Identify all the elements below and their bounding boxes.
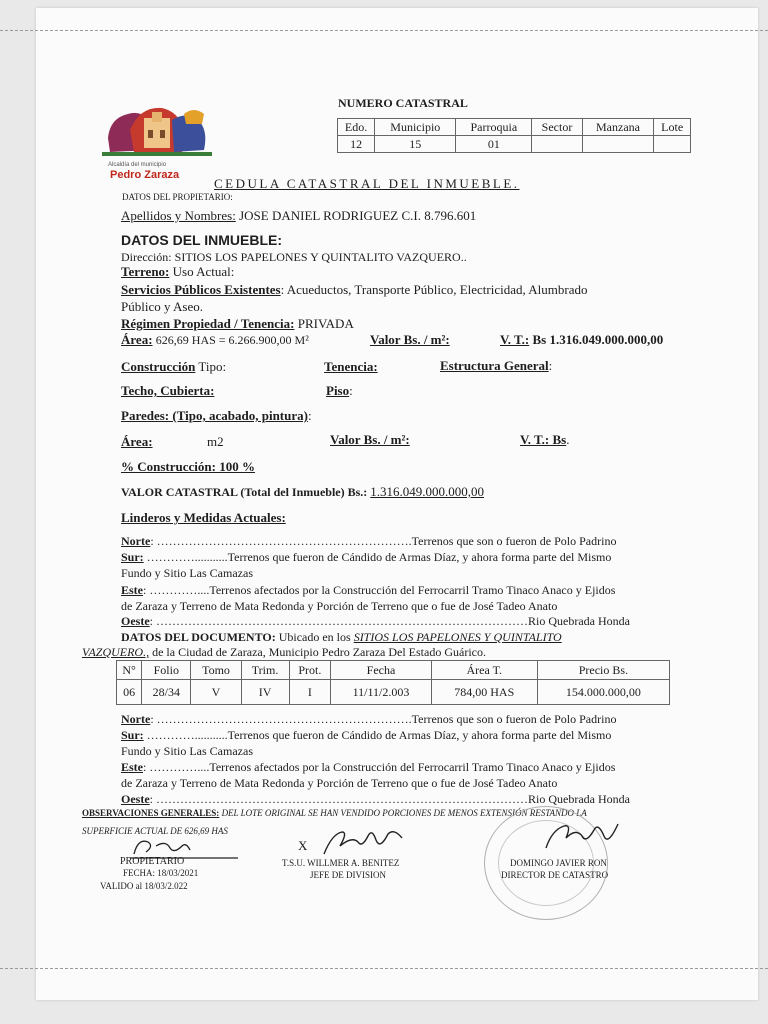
vt-row — [500, 332, 663, 348]
numero-catastral-header-cell: Manzana — [582, 119, 654, 136]
propietario-section-label: DATOS DEL PROPIETARIO: — [122, 192, 233, 202]
documento-header-cell: Trim. — [241, 661, 289, 680]
construccion-area-unit: m2 — [207, 434, 224, 449]
terreno-value: Uso Actual: — [172, 264, 235, 279]
oeste2-text: : …………………………………………………………………………………Rio Quebrada Honda — [149, 792, 630, 806]
documento-header-cell: Folio — [142, 661, 191, 680]
numero-catastral-header-cell: Lote — [654, 119, 691, 136]
oeste2-label: Oeste — [121, 792, 150, 806]
valido-label: VALIDO al 18/03/2.022 — [100, 881, 188, 891]
porcentaje-construccion: % Construcción: 100 % — [121, 459, 255, 474]
jefe-signature-icon — [318, 824, 408, 860]
director-name: DOMINGO JAVIER RON — [510, 858, 607, 868]
construccion-area-label: Área: — [121, 434, 153, 449]
sur-text-2: Fundo y Sitio Las Camazas — [121, 566, 253, 580]
documento-table — [116, 660, 670, 705]
propietario-row — [121, 208, 476, 224]
estructura-colon: : — [548, 358, 553, 373]
documento-location-2: VAZQUERO., — [82, 645, 150, 659]
document-title: CEDULA CATASTRAL DEL INMUEBLE. — [214, 176, 520, 191]
este-text: : …………....Terrenos afectados por la Construcción del Ferrocarril Tramo Tinaco Anaco y Ejidos — [143, 583, 616, 597]
regimen-label: Régimen Propiedad / Tenencia: — [121, 316, 295, 331]
municipal-logo — [100, 100, 218, 182]
numero-catastral-value-cell: 15 — [375, 136, 456, 153]
documento-header-cell: Tomo — [191, 661, 241, 680]
logo-subtitle: Alcaldía del municipio — [108, 162, 167, 168]
lindero2-oeste — [121, 792, 630, 807]
numero-catastral-values-row — [338, 136, 691, 153]
numero-catastral-header-cell: Municipio — [375, 119, 456, 136]
numero-catastral-header-cell: Parroquia — [456, 119, 532, 136]
regimen-row — [121, 316, 354, 332]
documento-text-2: de la Ciudad de Zaraza, Municipio Pedro Zaraza Del Estado Guárico. — [149, 645, 486, 659]
logo-name: Pedro Zaraza — [110, 169, 180, 181]
documento-row-2 — [82, 645, 486, 660]
numero-catastral-header-cell: Sector — [532, 119, 582, 136]
numero-catastral-value-cell: 01 — [456, 136, 532, 153]
lindero2-norte — [121, 712, 616, 727]
documento-label: DATOS DEL DOCUMENTO: — [121, 630, 276, 644]
este2-text: : …………....Terrenos afectados por la Construcción del Ferrocarril Tramo Tinaco Anaco y Ejidos — [143, 760, 616, 774]
documento-header-cell: Fecha — [331, 661, 431, 680]
sur2-label: Sur: — [121, 728, 144, 742]
construccion-tipo: Tipo: — [198, 359, 227, 374]
documento-location: SITIOS LOS PAPELONES Y QUINTALITO — [353, 630, 562, 644]
documento-value-cell: V — [191, 680, 241, 705]
servicios-value-2: Público y Aseo. — [121, 299, 203, 314]
director-title: DIRECTOR DE CATASTRO — [501, 870, 609, 880]
propietario-label: PROPIETARIO — [120, 856, 185, 867]
documento-header-cell: N° — [117, 661, 142, 680]
names-label: Apellidos y Nombres: — [121, 208, 236, 223]
este2-text-2: de Zaraza y Terreno de Mata Redonda y Porción de Terreno que o fue de José Tadeo Anato — [121, 776, 558, 790]
documento-value-cell: 154.000.000,00 — [537, 680, 669, 705]
servicios-row — [121, 282, 588, 298]
documento-value-cell: I — [289, 680, 331, 705]
servicios-label: Servicios Públicos Existentes — [121, 282, 281, 297]
terreno-label: Terreno: — [121, 264, 170, 279]
este2-label: Este — [121, 760, 143, 774]
observaciones-text: DEL LOTE ORIGINAL SE HAN VENDIDO PORCIONES DE MENOS EXTENSIÓN RESTANDO LA — [219, 808, 587, 818]
area-value: 626,69 HAS = 6.266.900,00 M² — [155, 333, 309, 347]
documento-text-1: Ubicado en los — [275, 630, 354, 644]
piso-row — [326, 383, 353, 399]
numero-catastral-table — [337, 118, 691, 153]
lindero2-sur — [121, 728, 611, 743]
documento-header-cell: Precio Bs. — [537, 661, 669, 680]
observaciones-label: OBSERVACIONES GENERALES: — [82, 808, 220, 818]
documento-value-cell: 06 — [117, 680, 142, 705]
numero-catastral-header-cell: Edo. — [338, 119, 375, 136]
numero-catastral-value-cell: 12 — [338, 136, 375, 153]
estructura-row — [440, 358, 552, 374]
vt-value: Bs 1.316.049.000.000,00 — [532, 332, 664, 347]
vt-label: V. T.: — [500, 332, 530, 347]
lindero2-este — [121, 760, 615, 775]
lindero-este — [121, 583, 615, 598]
construccion-valor-label: Valor Bs. / m²: — [330, 432, 410, 447]
norte2-label: Norte — [121, 712, 151, 726]
lindero-sur — [121, 550, 611, 565]
construccion-vt-row — [520, 432, 570, 448]
estructura-label: Estructura General — [440, 358, 549, 373]
lindero-oeste — [121, 614, 630, 629]
servicios-value: : Acueductos, Transporte Público, Electricidad, Alumbrado — [280, 282, 588, 297]
documento-value-cell: 11/11/2.003 — [331, 680, 431, 705]
valor-m2-label: Valor Bs. / m²: — [370, 332, 450, 347]
jefe-title: JEFE DE DIVISION — [310, 870, 386, 880]
documento-value-cell: IV — [241, 680, 289, 705]
norte2-text: : ……………………………………………………….Terrenos que son o fueron de Polo Padrino — [150, 712, 617, 726]
norte-label: Norte — [121, 534, 151, 548]
terreno-row — [121, 264, 234, 280]
este-text-2: de Zaraza y Terreno de Mata Redonda y Porción de Terreno que o fue de José Tadeo Anato — [121, 599, 558, 613]
numero-catastral-value-cell — [654, 136, 691, 153]
inmueble-heading: DATOS DEL INMUEBLE: — [121, 232, 283, 248]
valor-catastral-row — [121, 484, 484, 500]
paredes-colon: : — [307, 408, 312, 423]
area-label: Área: — [121, 332, 153, 347]
techo-label: Techo, Cubierta: — [121, 383, 215, 398]
logo-emblem-icon — [100, 100, 218, 162]
piso-colon: : — [349, 383, 353, 398]
este-label: Este — [121, 583, 143, 597]
numero-catastral-title: NUMERO CATASTRAL — [338, 96, 468, 110]
documento-value-cell: 28/34 — [142, 680, 191, 705]
paredes-row — [121, 408, 312, 424]
sur2-text-2: Fundo y Sitio Las Camazas — [121, 744, 253, 758]
documento-data-row — [117, 680, 670, 705]
construccion-row — [121, 359, 226, 375]
documento-value-cell: 784,00 HAS — [431, 680, 537, 705]
valor-catastral-label: VALOR CATASTRAL (Total del Inmueble) Bs.: — [121, 485, 368, 499]
documento-row — [121, 630, 562, 645]
page-border-bottom — [0, 968, 768, 969]
jefe-name: T.S.U. WILLMER A. BENITEZ — [282, 858, 400, 868]
paredes-label: Paredes: (Tipo, acabado, pintura) — [121, 408, 308, 423]
x-mark: X — [298, 838, 308, 853]
page-border-top — [0, 30, 768, 31]
area-row — [121, 332, 309, 348]
numero-catastral-value-cell — [532, 136, 582, 153]
observaciones-text-2: SUPERFICIE ACTUAL DE 626,69 HAS — [82, 826, 228, 836]
oeste-label: Oeste — [121, 614, 150, 628]
sur2-text: …………...........Terrenos que fueron de Cándido de Armas Díaz, y ahora forma parte del Mismo — [143, 728, 612, 742]
piso-label: Piso — [326, 383, 350, 398]
construccion-vt-dot: . — [566, 432, 570, 447]
documento-header-row — [117, 661, 670, 680]
fecha-label: FECHA: 18/03/2021 — [123, 868, 199, 878]
documento-header-cell: Área T. — [431, 661, 537, 680]
numero-catastral-value-cell — [582, 136, 654, 153]
direccion: Dirección: SITIOS LOS PAPELONES Y QUINTALITO VAZQUERO.. — [121, 250, 467, 264]
oeste-text: : …………………………………………………………………………………Rio Quebrada Honda — [149, 614, 630, 628]
construccion-vt-label: V. T.: Bs — [520, 432, 567, 447]
lindero-norte — [121, 534, 616, 549]
construccion-label: Construcción — [121, 359, 196, 374]
director-signature-icon — [538, 816, 628, 856]
regimen-value: PRIVADA — [297, 316, 354, 331]
names-value: JOSE DANIEL RODRIGUEZ C.I. 8.796.601 — [239, 208, 477, 223]
sur-label: Sur: — [121, 550, 144, 564]
documento-header-cell: Prot. — [289, 661, 331, 680]
sur-text: …………...........Terrenos que fueron de Cándido de Armas Díaz, y ahora forma parte del Mismo — [143, 550, 612, 564]
tenencia-label: Tenencia: — [324, 359, 378, 374]
linderos-heading: Linderos y Medidas Actuales: — [121, 510, 286, 525]
valor-catastral-value: 1.316.049.000.000,00 — [370, 484, 485, 499]
norte-text: : ……………………………………………………….Terrenos que son o fueron de Polo Padrino — [150, 534, 617, 548]
numero-catastral-header-row — [338, 119, 691, 136]
